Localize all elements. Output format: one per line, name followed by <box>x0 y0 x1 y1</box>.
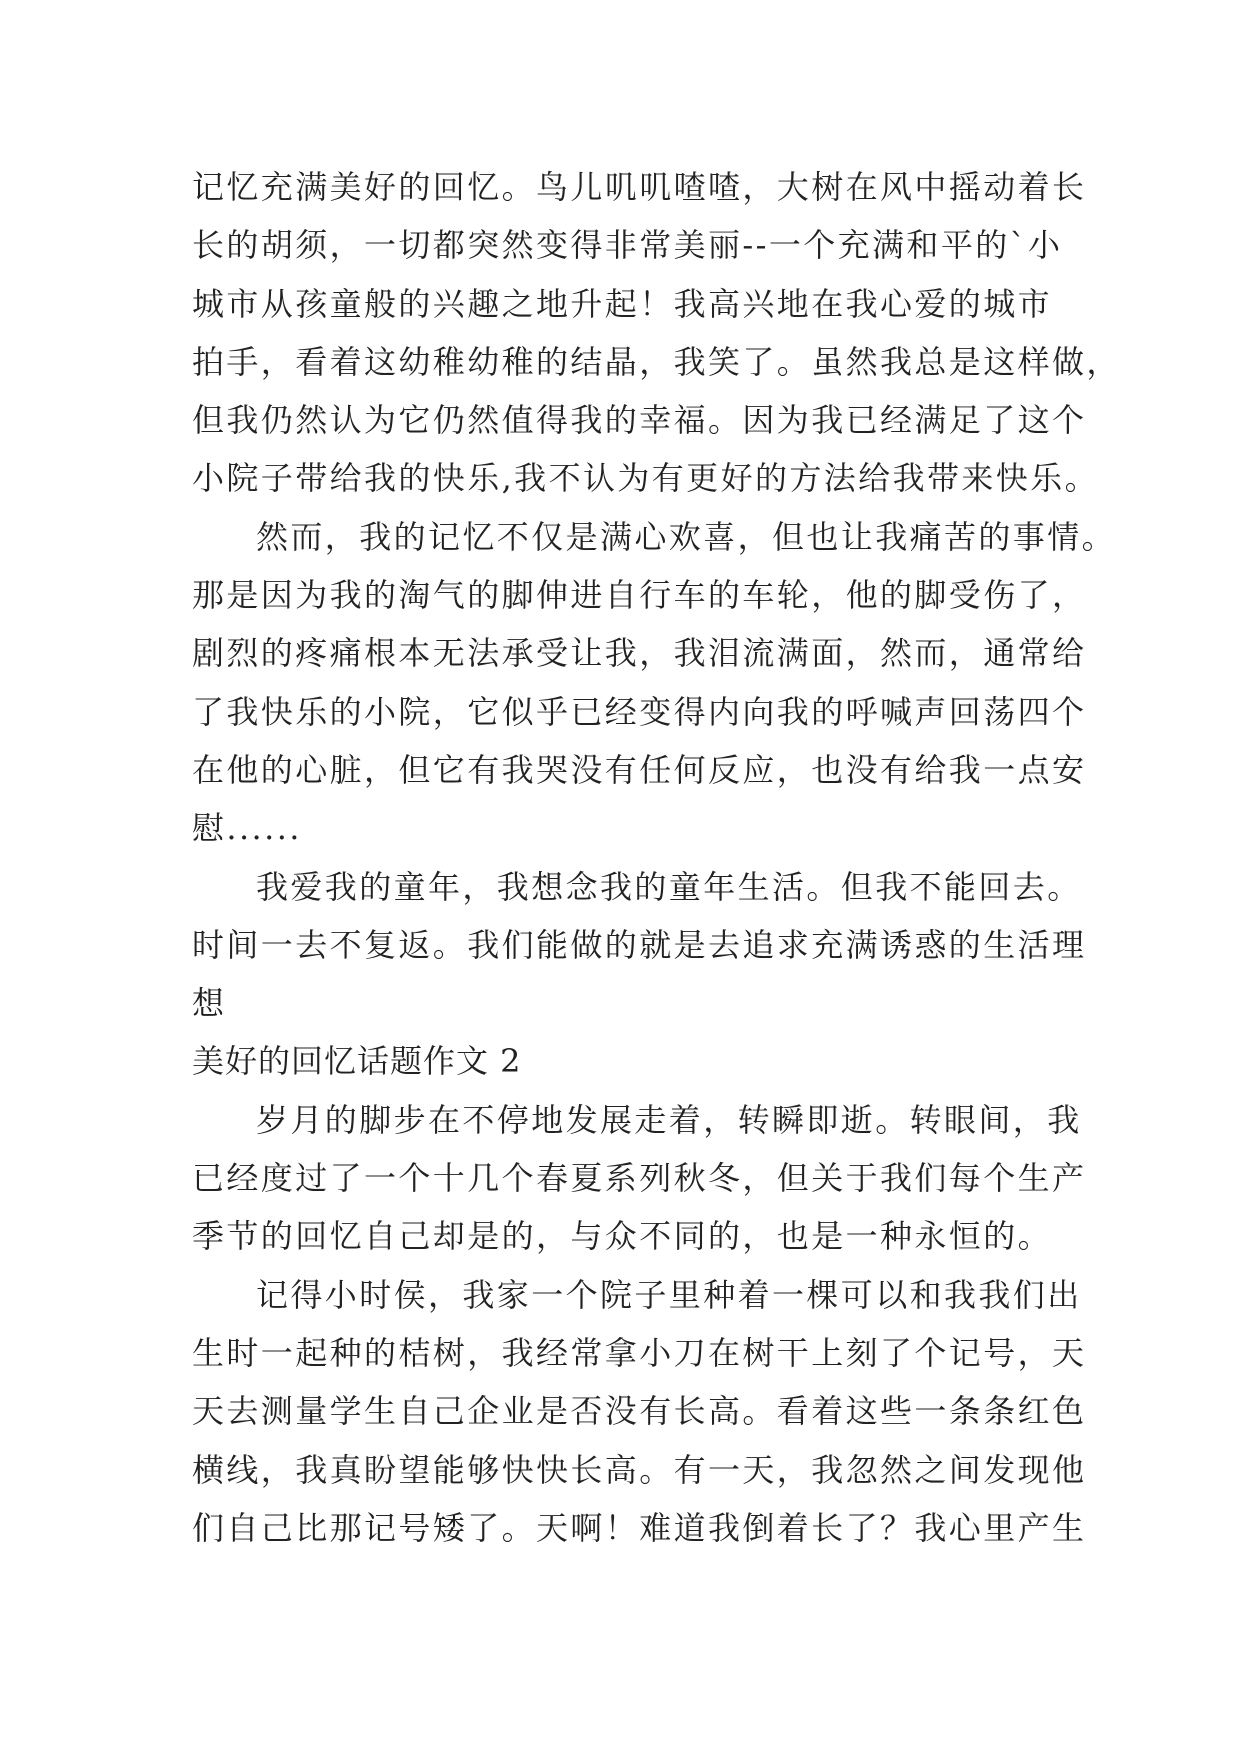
text-line: 那是因为我的淘气的脚伸进自行车的车轮，他的脚受伤了， <box>192 576 1087 615</box>
essay-body <box>192 158 1121 1557</box>
text-line: 在他的心脏，但它有我哭没有任何反应，也没有给我一点安 <box>192 750 1087 789</box>
paragraph <box>192 1266 1087 1557</box>
text-line: 生时一起种的桔树，我经常拿小刀在树干上刻了个记号，天 <box>192 1333 1087 1372</box>
text-line: 长的胡须，一切都突然变得非常美丽--一个充满和平的`小 <box>192 226 1063 265</box>
text-line: 然而，我的记忆不仅是满心欢喜，但也让我痛苦的事情。 <box>256 517 1117 556</box>
text-line: 剧烈的疼痛根本无法承受让我，我泪流满面，然而，通常给 <box>192 634 1087 673</box>
text-line: 想 <box>192 984 227 1023</box>
text-line: 季节的回忆自己却是的，与众不同的，也是一种永恒的。 <box>192 1217 1053 1256</box>
text-line: 拍手，看着这幼稚幼稚的结晶，我笑了。虽然我总是这样做， <box>192 342 1121 381</box>
text-line: 小院子带给我的快乐,我不认为有更好的方法给我带来快乐。 <box>192 459 1099 498</box>
text-line: 们自己比那记号矮了。天啊！难道我倒着长了？我心里产生 <box>192 1508 1087 1547</box>
text-line: 记忆充满美好的回忆。鸟儿叽叽喳喳，大树在风中摇动着长 <box>192 168 1087 206</box>
paragraph <box>192 158 1121 508</box>
text-line: 岁月的脚步在不停地发展走着，转瞬即逝。转眼间，我 <box>256 1100 1082 1139</box>
paragraph <box>192 508 1117 858</box>
text-line: 了我快乐的小院，它似乎已经变得内向我的呼喊声回荡四个 <box>192 692 1087 731</box>
paragraph <box>192 858 1087 1033</box>
text-line: 我爱我的童年，我想念我的童年生活。但我不能回去。 <box>256 867 1082 906</box>
text-line: 但我仍然认为它仍然值得我的幸福。因为我已经满足了这个 <box>192 401 1087 440</box>
text-line: 城市从孩童般的兴趣之地升起！我高兴地在我心爱的城市 <box>192 284 1053 323</box>
text-line: 记得小时侯，我家一个院子里种着一棵可以和我我们出 <box>256 1275 1082 1314</box>
text-line: 天去测量学生自己企业是否没有长高。看着这些一条条红色 <box>192 1392 1087 1431</box>
paragraph <box>192 1091 1087 1266</box>
text-line: 慰...... <box>192 809 302 848</box>
text-line: 横线，我真盼望能够快快长高。有一天，我忽然之间发现他 <box>192 1450 1087 1489</box>
section-title: 美好的回忆话题作文 2 <box>192 1042 522 1081</box>
text-line: 已经度过了一个十几个春夏系列秋冬，但关于我们每个生产 <box>192 1159 1087 1198</box>
text-line: 时间一去不复返。我们能做的就是去追求充满诱惑的生活理 <box>192 925 1087 964</box>
